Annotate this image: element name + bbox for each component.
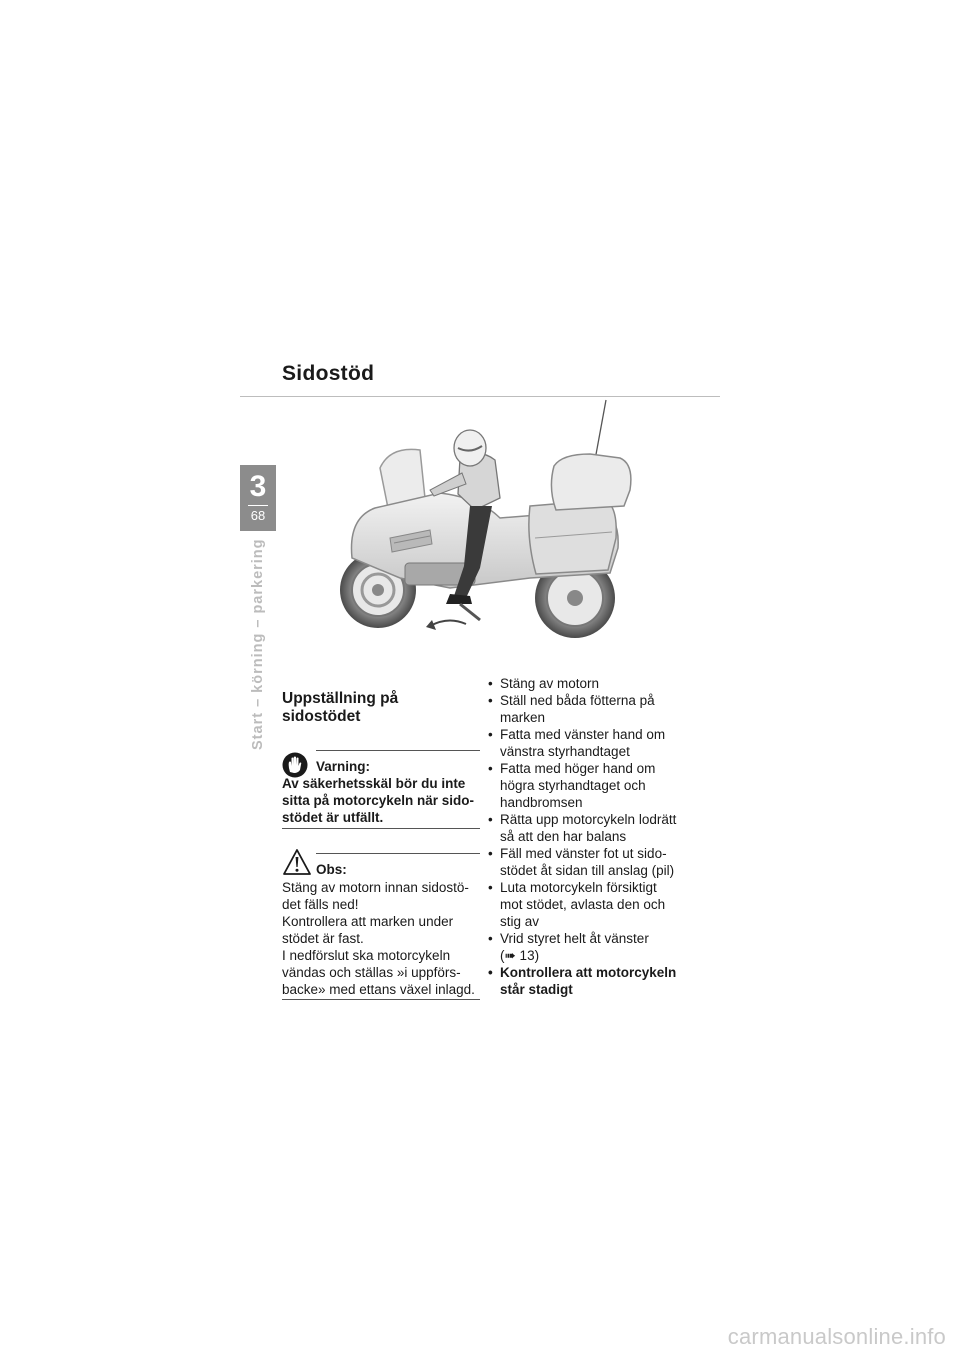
step-line: marken	[500, 710, 546, 725]
step-item	[488, 726, 708, 760]
step-line: • Fatta med vänster hand om	[500, 727, 666, 742]
step-line: mot stödet, avlasta den och	[500, 897, 666, 912]
step-line: stig av	[500, 914, 540, 929]
step-line: (➠ 13)	[500, 948, 540, 963]
warning-bottom-rule	[282, 828, 480, 829]
step-line: • Fatta med höger hand om	[500, 761, 656, 776]
section-heading	[282, 690, 482, 726]
step-line: handbromsen	[500, 795, 583, 810]
step-item	[488, 930, 708, 964]
note-top-rule	[316, 853, 480, 854]
step-item	[488, 675, 708, 692]
note-bottom-rule	[282, 999, 480, 1000]
note-line: vändas och ställas »i uppförs-	[282, 965, 461, 980]
step-item	[488, 811, 708, 845]
note-line: Kontrollera att marken under	[282, 914, 454, 929]
step-line: • Luta motorcykeln försiktigt	[500, 880, 657, 895]
step-line: • Rätta upp motorcykeln lodrätt	[500, 812, 677, 827]
step-line: • Stäng av motorn	[500, 676, 600, 691]
step-line: • Vrid styret helt åt vänster	[500, 931, 649, 946]
note-label: Obs:	[316, 862, 347, 877]
motorcycle-illustration	[330, 398, 640, 643]
steps-list	[488, 675, 708, 998]
note-line: det fälls ned!	[282, 897, 359, 912]
section-heading-line: Uppställning på	[282, 690, 399, 707]
step-item	[488, 845, 708, 879]
chapter-side-label: Start – körning – parkering	[250, 538, 266, 750]
warning-label: Varning:	[316, 759, 371, 774]
chapter-divider	[248, 505, 268, 506]
note-text	[282, 879, 482, 998]
warning-text	[282, 775, 482, 826]
step-line: högra styrhandtaget och	[500, 778, 646, 793]
step-item-emphasis	[488, 964, 708, 998]
step-item	[488, 760, 708, 811]
step-line: • Ställ ned båda fötterna på	[500, 693, 655, 708]
side-label-container	[250, 538, 274, 750]
section-heading-line: sidostödet	[282, 708, 361, 725]
warning-top-rule	[316, 750, 480, 751]
note-line: backe» med ettans växel inlagd.	[282, 982, 475, 997]
warning-line: Av säkerhetsskäl bör du inte	[282, 776, 466, 791]
step-item	[488, 692, 708, 726]
watermark: carmanualsonline.info	[727, 1324, 946, 1349]
step-line: • Kontrollera att motorcykeln	[500, 965, 677, 980]
note-line: stödet är fast.	[282, 931, 364, 946]
step-line: vänstra styrhandtaget	[500, 744, 630, 759]
title-divider	[240, 396, 720, 397]
note-line: Stäng av motorn innan sidostö-	[282, 880, 469, 895]
step-line: står stadigt	[500, 982, 573, 997]
step-line: • Fäll med vänster fot ut sido-	[500, 846, 667, 861]
page-number: 68	[250, 508, 266, 523]
step-item	[488, 879, 708, 930]
warning-line: stödet är utfällt.	[282, 810, 384, 825]
step-line: stödet åt sidan till anslag (pil)	[500, 863, 675, 878]
note-line: I nedförslut ska motorcykeln	[282, 948, 451, 963]
step-line: så att den har balans	[500, 829, 627, 844]
exclamation-triangle-icon	[282, 848, 312, 876]
chapter-number: 3	[249, 470, 267, 503]
warning-line: sitta på motorcykeln när sido-	[282, 793, 475, 808]
page-title: Sidostöd	[282, 362, 375, 385]
